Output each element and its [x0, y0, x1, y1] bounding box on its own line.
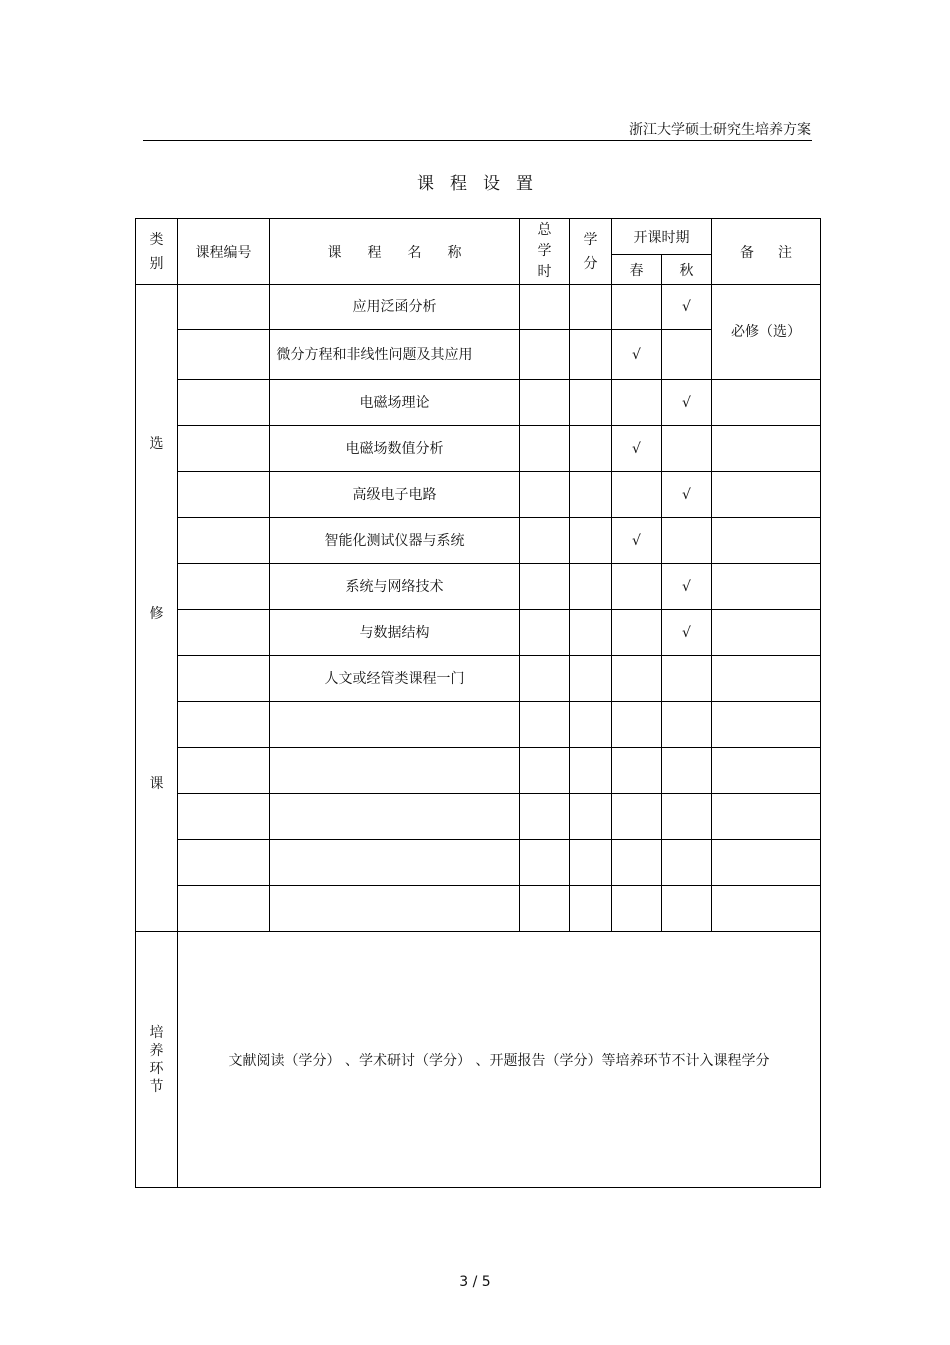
header-spring: 春	[612, 255, 662, 285]
notes-cell	[712, 426, 821, 472]
credits-cell	[570, 610, 612, 656]
empty-row	[136, 886, 821, 932]
required-note: 必修（选）	[712, 285, 821, 380]
page-number: 3 / 5	[459, 1274, 491, 1290]
spring-mark	[612, 380, 662, 426]
notes-cell	[712, 472, 821, 518]
hours-cell	[520, 380, 570, 426]
table-row	[136, 472, 821, 518]
header-code: 课程编号	[178, 219, 270, 285]
autumn-mark: √	[662, 285, 712, 330]
course-code-cell	[178, 285, 270, 330]
autumn-mark	[662, 518, 712, 564]
autumn-mark	[662, 426, 712, 472]
header-notes: 备注	[712, 219, 821, 285]
document-header: 浙江大学硕士研究生培养方案	[629, 122, 811, 138]
course-name: 与数据结构	[270, 610, 520, 656]
autumn-mark: √	[662, 564, 712, 610]
category-char: 修	[149, 606, 164, 622]
table-row	[136, 518, 821, 564]
course-code-cell	[178, 656, 270, 702]
spring-mark: √	[612, 426, 662, 472]
course-name: 电磁场理论	[270, 380, 520, 426]
course-name: 系统与网络技术	[270, 564, 520, 610]
course-code-cell	[178, 426, 270, 472]
category-char: 选	[149, 436, 164, 452]
empty-row	[136, 794, 821, 840]
hours-cell	[520, 285, 570, 330]
spring-mark	[612, 656, 662, 702]
practice-category: 培 养 环 节	[136, 932, 178, 1188]
header-autumn: 秋	[662, 255, 712, 285]
credits-cell	[570, 564, 612, 610]
practice-row	[136, 932, 821, 1188]
empty-row	[136, 748, 821, 794]
hours-cell	[520, 472, 570, 518]
autumn-mark	[662, 330, 712, 380]
spring-mark: √	[612, 330, 662, 380]
empty-row	[136, 702, 821, 748]
empty-row	[136, 840, 821, 886]
spring-mark: √	[612, 518, 662, 564]
hours-cell	[520, 426, 570, 472]
spring-mark	[612, 564, 662, 610]
table-row	[136, 426, 821, 472]
credits-cell	[570, 380, 612, 426]
course-name: 微分方程和非线性问题及其应用	[270, 330, 520, 380]
practice-description: 文献阅读（学分） 、学术研讨（学分） 、开题报告（学分）等培养环节不计入课程学分	[178, 932, 821, 1188]
notes-cell	[712, 656, 821, 702]
credits-cell	[570, 472, 612, 518]
spring-mark	[612, 472, 662, 518]
hours-cell	[520, 330, 570, 380]
table-row	[136, 610, 821, 656]
hours-cell	[520, 564, 570, 610]
course-name: 应用泛函分析	[270, 285, 520, 330]
table-row	[136, 380, 821, 426]
autumn-mark: √	[662, 472, 712, 518]
spring-mark	[612, 610, 662, 656]
table-row	[136, 656, 821, 702]
notes-cell	[712, 564, 821, 610]
hours-cell	[520, 518, 570, 564]
page-title: 课程设置	[417, 174, 549, 194]
hours-cell	[520, 610, 570, 656]
category-char: 课	[149, 776, 164, 792]
credits-cell	[570, 285, 612, 330]
course-code-cell	[178, 330, 270, 380]
header-category: 类 别	[136, 219, 178, 285]
header-credits: 学 分	[570, 219, 612, 285]
header-total-hours: 总 学 时	[520, 219, 570, 285]
course-code-cell	[178, 564, 270, 610]
course-name: 智能化测试仪器与系统	[270, 518, 520, 564]
autumn-mark: √	[662, 380, 712, 426]
notes-cell	[712, 610, 821, 656]
credits-cell	[570, 518, 612, 564]
header-rule	[143, 140, 812, 141]
notes-cell	[712, 518, 821, 564]
notes-cell	[712, 380, 821, 426]
course-name: 人文或经管类课程一门	[270, 656, 520, 702]
header-period: 开课时期	[612, 219, 712, 255]
course-code-cell	[178, 380, 270, 426]
course-code-cell	[178, 472, 270, 518]
hours-cell	[520, 656, 570, 702]
course-table	[135, 218, 821, 1188]
course-code-cell	[178, 518, 270, 564]
course-name: 高级电子电路	[270, 472, 520, 518]
course-code-cell	[178, 610, 270, 656]
credits-cell	[570, 426, 612, 472]
spring-mark	[612, 285, 662, 330]
elective-category-cell	[136, 285, 178, 932]
autumn-mark	[662, 656, 712, 702]
table-row	[136, 285, 821, 330]
credits-cell	[570, 656, 612, 702]
table-row	[136, 564, 821, 610]
credits-cell	[570, 330, 612, 380]
autumn-mark: √	[662, 610, 712, 656]
course-name: 电磁场数值分析	[270, 426, 520, 472]
header-name: 课程名称	[270, 219, 520, 285]
